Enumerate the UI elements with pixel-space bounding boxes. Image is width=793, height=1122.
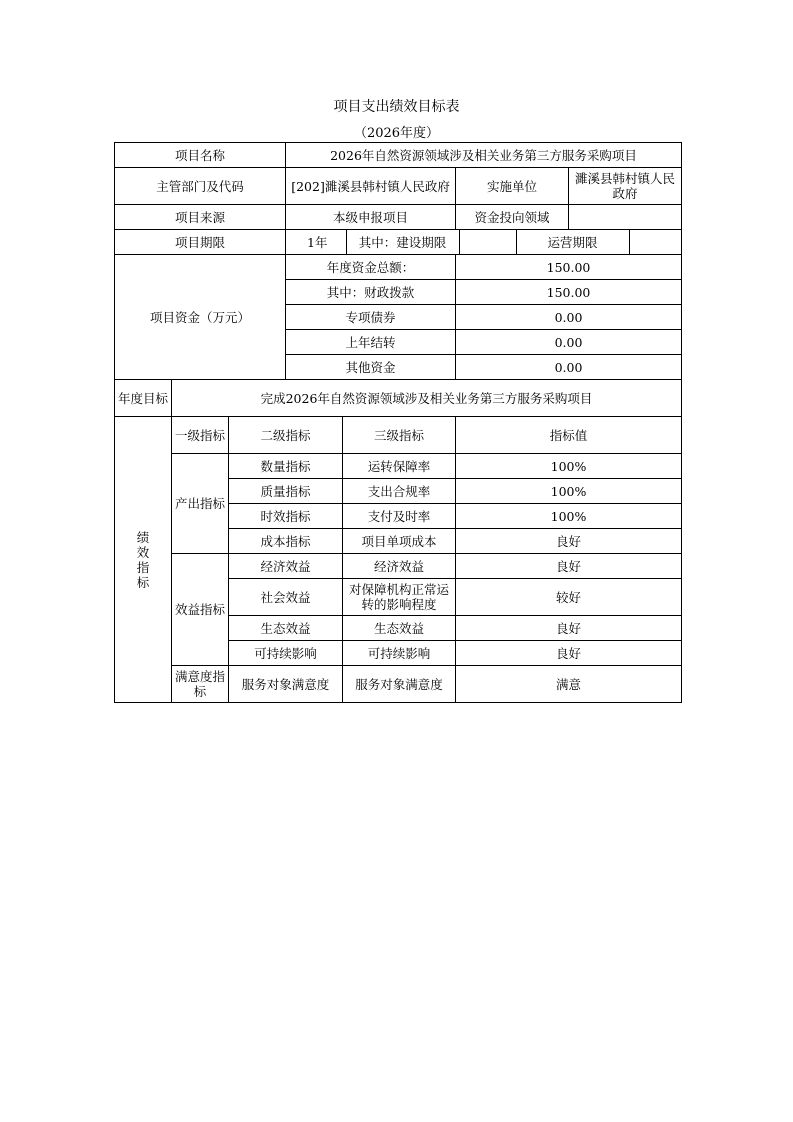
indicators-label: 绩效指标 xyxy=(115,417,172,703)
value-cell: 100% xyxy=(456,479,682,504)
page-title: 项目支出绩效目标表 xyxy=(333,99,460,115)
period-value: 1年 xyxy=(289,230,346,254)
level2-cell: 数量指标 xyxy=(229,454,343,479)
satisfaction-indicators-label: 满意度指标 xyxy=(172,666,229,703)
benefit-indicators-label: 效益指标 xyxy=(172,554,229,666)
header-level3: 三级指标 xyxy=(343,417,456,454)
level2-cell: 经济效益 xyxy=(229,554,343,579)
level2-cell: 质量指标 xyxy=(229,479,343,504)
funds-item-label: 年度资金总额： xyxy=(286,255,456,280)
level2-cell: 服务对象满意度 xyxy=(229,666,343,703)
header-level1: 一级指标 xyxy=(172,417,229,454)
level3-cell: 生态效益 xyxy=(343,616,456,641)
year-label: （2026年度） xyxy=(353,126,440,141)
value-cell: 良好 xyxy=(456,554,682,579)
annual-goal-value: 完成2026年自然资源领域涉及相关业务第三方服务采购项目 xyxy=(172,380,682,417)
level3-cell: 经济效益 xyxy=(343,554,456,579)
level3-cell: 对保障机构正常运转的影响程度 xyxy=(343,579,456,616)
value-cell: 良好 xyxy=(456,616,682,641)
value-cell: 100% xyxy=(456,454,682,479)
level3-cell: 支付及时率 xyxy=(343,504,456,529)
level3-cell: 可持续影响 xyxy=(343,641,456,666)
source-label: 项目来源 xyxy=(115,205,286,230)
performance-table xyxy=(114,142,682,703)
impl-value: 濉溪县韩村镇人民政府 xyxy=(569,168,682,205)
level3-cell: 服务对象满意度 xyxy=(343,666,456,703)
value-cell: 良好 xyxy=(456,641,682,666)
header-level2: 二级指标 xyxy=(229,417,343,454)
header-value: 指标值 xyxy=(456,417,682,454)
funds-item-label: 其他资金 xyxy=(286,355,456,380)
direction-label: 资金投向领域 xyxy=(456,205,569,230)
value-cell: 较好 xyxy=(456,579,682,616)
project-name-value: 2026年自然资源领域涉及相关业务第三方服务采购项目 xyxy=(286,143,682,168)
annual-goal-label: 年度目标 xyxy=(115,380,172,417)
funds-item-value: 0.00 xyxy=(456,305,682,330)
value-cell: 良好 xyxy=(456,529,682,554)
funds-item-label: 上年结转 xyxy=(286,330,456,355)
operate-period-value xyxy=(629,230,678,254)
funds-item-label: 其中：财政拨款 xyxy=(286,280,456,305)
build-period-label: 其中：建设期限 xyxy=(346,230,459,254)
level2-cell: 可持续影响 xyxy=(229,641,343,666)
value-cell: 100% xyxy=(456,504,682,529)
output-indicators-label: 产出指标 xyxy=(172,454,229,554)
funds-item-value: 150.00 xyxy=(456,280,682,305)
value-cell: 满意 xyxy=(456,666,682,703)
project-name-label: 项目名称 xyxy=(115,143,286,168)
impl-label: 实施单位 xyxy=(456,168,569,205)
funds-item-label: 专项债券 xyxy=(286,305,456,330)
level2-cell: 成本指标 xyxy=(229,529,343,554)
funds-item-value: 0.00 xyxy=(456,330,682,355)
build-period-value xyxy=(459,230,516,254)
direction-value xyxy=(569,205,682,230)
level3-cell: 项目单项成本 xyxy=(343,529,456,554)
level2-cell: 生态效益 xyxy=(229,616,343,641)
operate-period-label: 运营期限 xyxy=(516,230,629,254)
level2-cell: 时效指标 xyxy=(229,504,343,529)
level3-cell: 运转保障率 xyxy=(343,454,456,479)
level3-cell: 支出合规率 xyxy=(343,479,456,504)
dept-label: 主管部门及代码 xyxy=(115,168,286,205)
dept-value: [202]濉溪县韩村镇人民政府 xyxy=(286,168,456,205)
source-value: 本级申报项目 xyxy=(286,205,456,230)
funds-item-value: 150.00 xyxy=(456,255,682,280)
period-row xyxy=(286,230,682,255)
period-label: 项目期限 xyxy=(115,230,286,255)
funds-label: 项目资金（万元） xyxy=(115,255,286,380)
funds-item-value: 0.00 xyxy=(456,355,682,380)
level2-cell: 社会效益 xyxy=(229,579,343,616)
